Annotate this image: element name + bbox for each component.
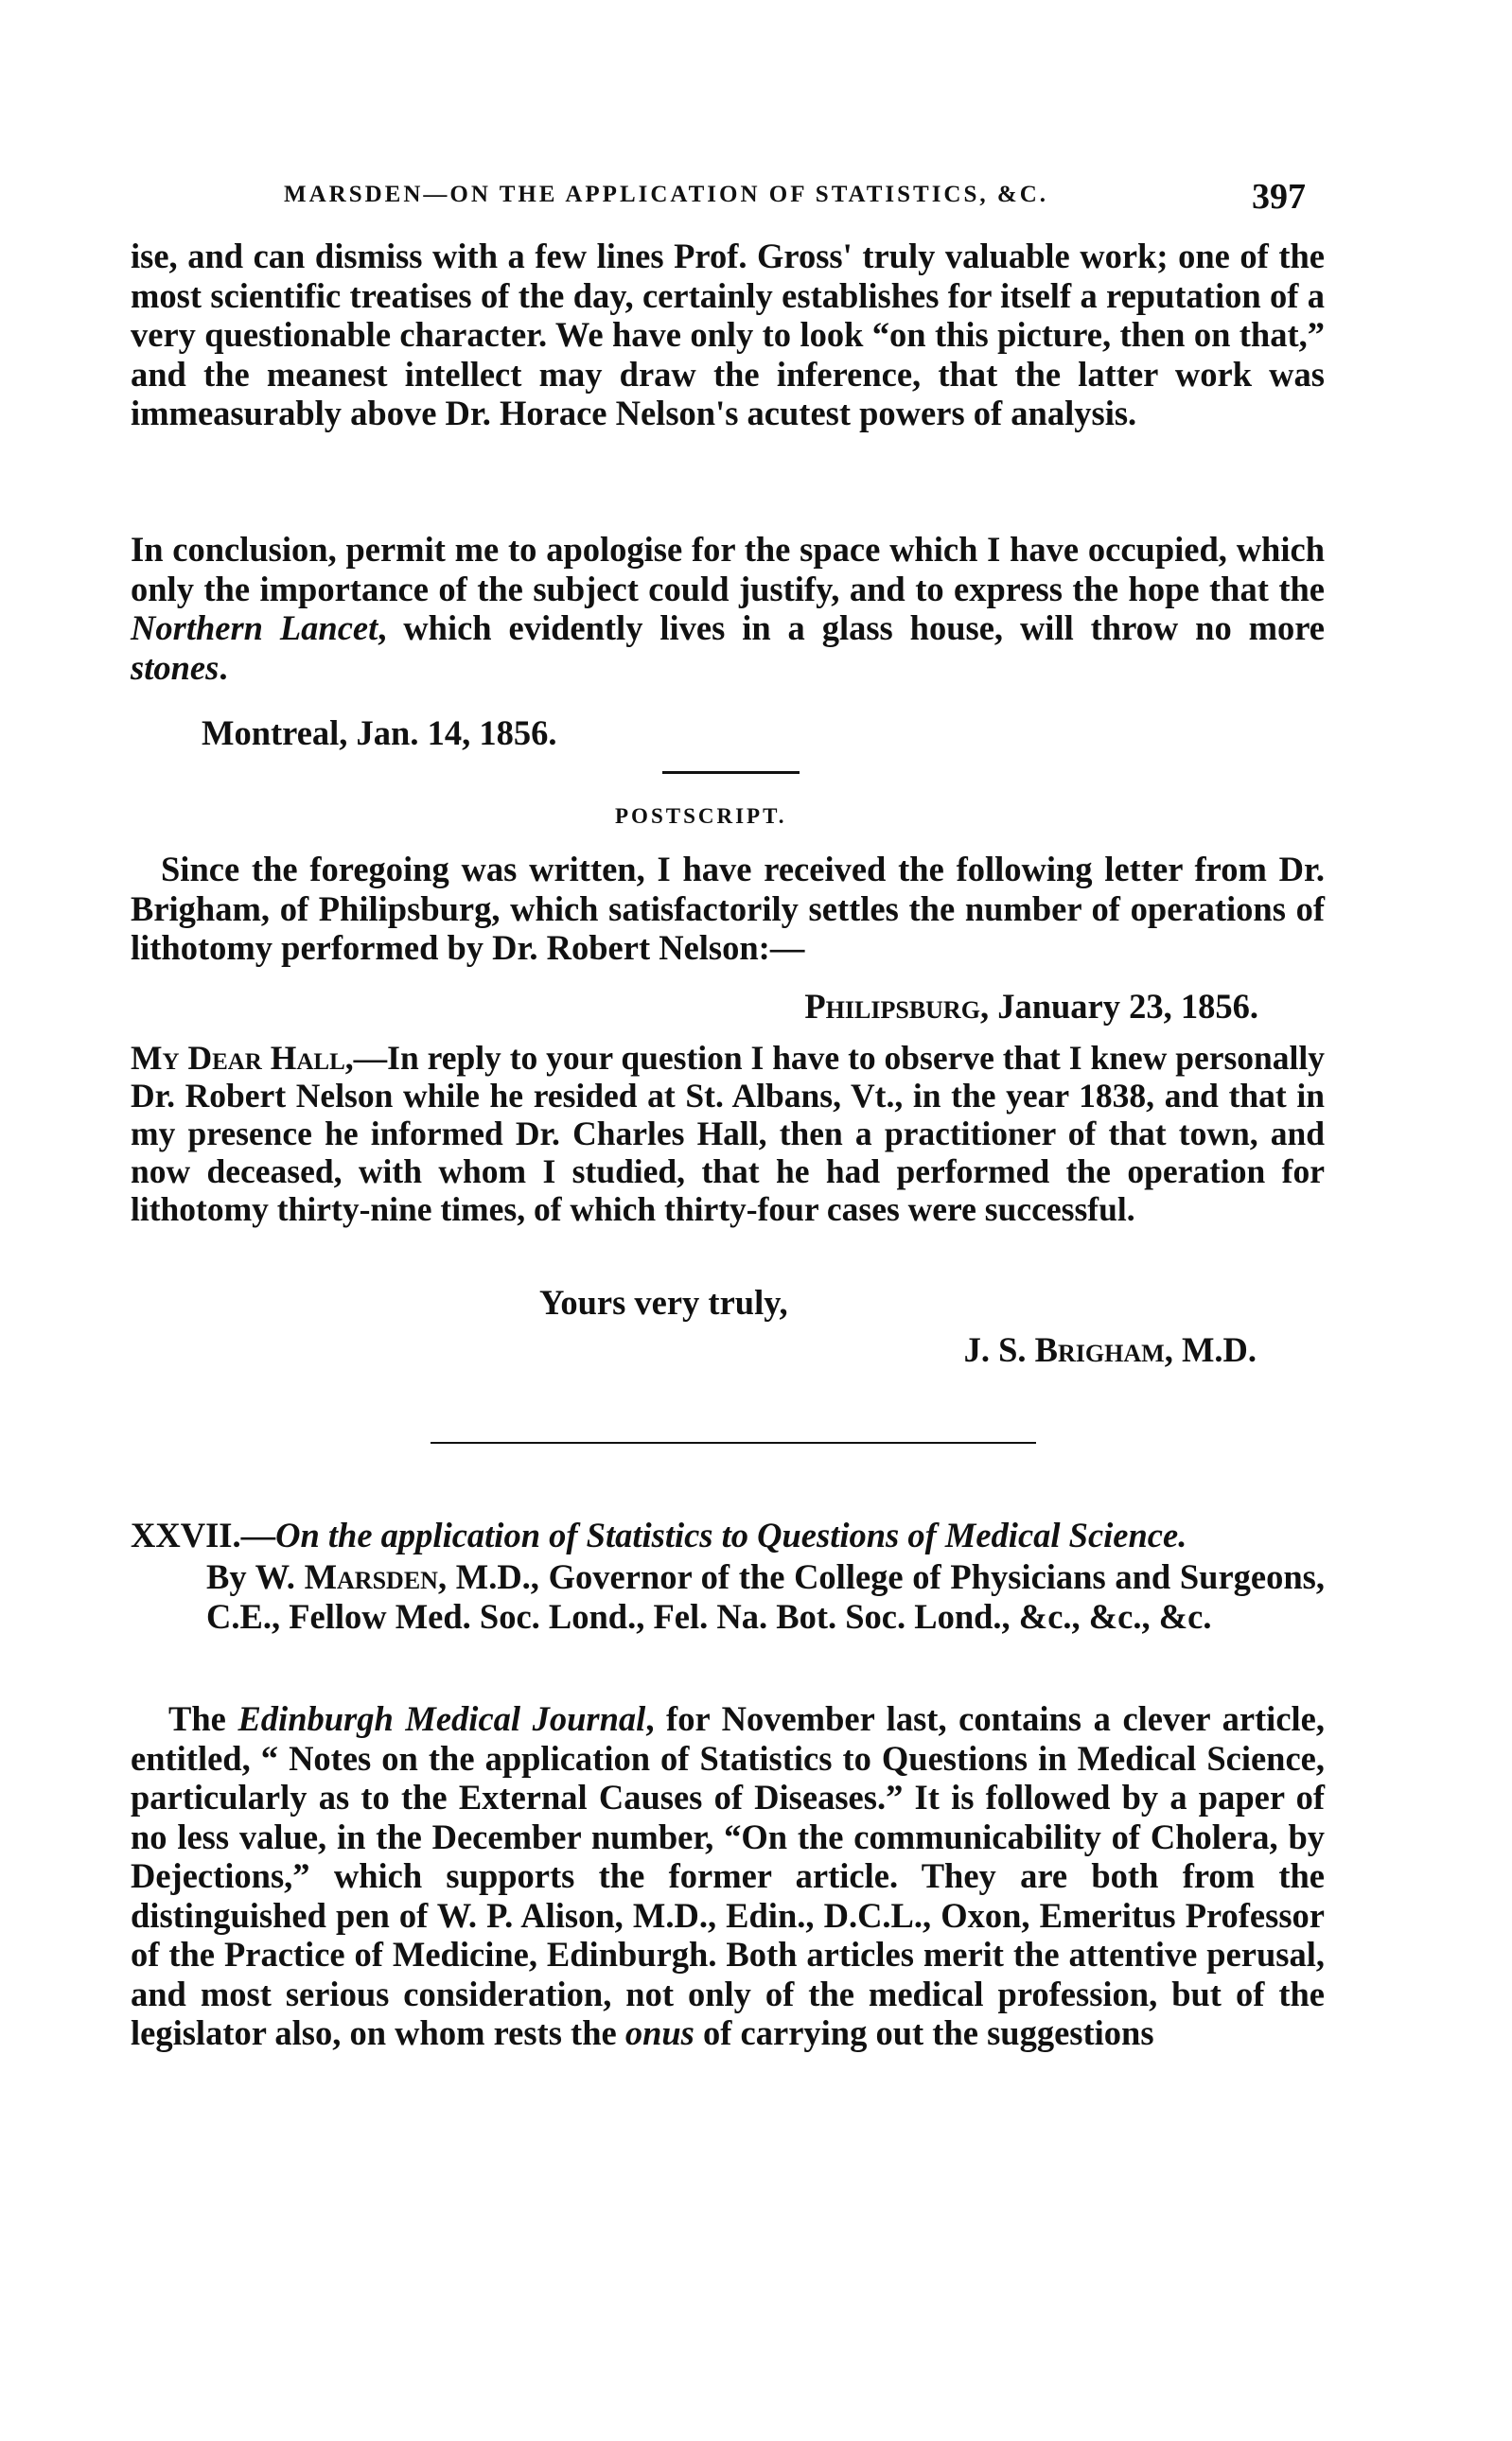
- letter-place: Philipsburg: [804, 987, 980, 1026]
- article-italic-onus: onus: [624, 2013, 694, 2052]
- dateline: Montreal, Jan. 14, 1856.: [202, 713, 557, 752]
- letter-body: [131, 1039, 1325, 1228]
- postscript-heading: POSTSCRIPT.: [615, 804, 787, 828]
- byline-credentials: , M.D., Governor of the College of Physicians and Surgeons, C.E., Fellow Med. Soc. Lond., Fel. Na. Bot. Soc. Lond., &c., &c., &c.: [206, 1557, 1325, 1636]
- paragraph-continuation: ise, and can dismiss with a few lines Prof. Gross' truly valuable work; one of the most scientific treatises of the day, certainly establishes for itself a reputation of a very questionable character. We have only to look “on this picture, then on that,” and the meanest intellect may draw the inference, that the latter work was immeasurably above Dr. Horace Nelson's acutest powers of analysis.: [131, 237, 1325, 432]
- signature-initials: J. S.: [963, 1330, 1035, 1369]
- section-divider-long: [431, 1442, 1036, 1444]
- article-text-a: The: [168, 1699, 238, 1738]
- article-paragraph: [131, 1699, 1325, 2053]
- article-title: On the application of Statistics to Questions of Medical Science.: [275, 1516, 1187, 1554]
- running-head: [284, 177, 1306, 220]
- letter-salutation: My Dear Hall: [131, 1039, 345, 1077]
- article-text-b: , for November last, contains a clever article, entitled, “ Notes on the application of Statistics to Questions in Medical Science, particularly as to the External Causes of Diseases.” It is followed by a paper of no less value, in the December number, “On the communicability of Cholera, by Dejections,” which supports the former article. They are both from the distinguished pen of W. P. Alison, M.D., Edin., D.C.L., Oxon, Emeritus Professor of the Practice of Medicine, Edinburgh. Both articles merit the attentive perusal, and most serious consideration, not only of the medical profession, but of the legislator also, on whom rests the: [131, 1699, 1325, 2052]
- article-heading: [131, 1516, 1325, 1555]
- paragraph-conclusion: [131, 530, 1325, 687]
- letter-date-rest: , January 23, 1856.: [979, 987, 1258, 1026]
- signature-degree: , M.D.: [1164, 1330, 1257, 1369]
- conclusion-italic-lancet: Northern Lancet: [131, 608, 378, 647]
- article-number: XXVII.—: [131, 1516, 276, 1554]
- conclusion-text-a: In conclusion, permit me to apologise for the space which I have occupied, which only the importance of the subject could justify, and to express the hope that the: [131, 530, 1325, 608]
- section-divider-short: [662, 771, 800, 774]
- conclusion-italic-stones: stones: [131, 647, 220, 687]
- letter-text: ,—In reply to your question I have to observe that I knew personally Dr. Robert Nelson while he resided at St. Albans, Vt., in the year 1838, and that in my presence he informed Dr. Charles Hall, then a practitioner of that town, and now deceased, with whom I studied, that he had performed the operation for lithotomy thirty-nine times, of which thirty-four cases were successful.: [131, 1039, 1326, 1228]
- signature-name: Brigham: [1034, 1330, 1165, 1369]
- byline-by: By W.: [206, 1557, 305, 1596]
- article-text-c: of carrying out the suggestions: [694, 2013, 1154, 2052]
- conclusion-text-b: , which evidently lives in a glass house, will throw no more: [378, 608, 1325, 647]
- article-byline: [206, 1557, 1325, 1636]
- conclusion-text-c: .: [219, 647, 228, 687]
- article-italic-journal: Edinburgh Medical Journal: [237, 1699, 646, 1738]
- running-head-title: MARSDEN—ON THE APPLICATION OF STATISTICS, &C.: [284, 182, 1049, 207]
- page-number: 397: [1252, 177, 1306, 217]
- letter-date: [804, 986, 1258, 1027]
- letter-closing: Yours very truly,: [539, 1283, 788, 1322]
- byline-author: Marsden: [304, 1557, 438, 1596]
- letter-signature: [964, 1329, 1257, 1370]
- paragraph-postscript: Since the foregoing was written, I have received the following letter from Dr. Brigham, of Philipsburg, which satisfactorily settles the number of operations of lithotomy performed by Dr. Robert Nelson:—: [131, 850, 1325, 967]
